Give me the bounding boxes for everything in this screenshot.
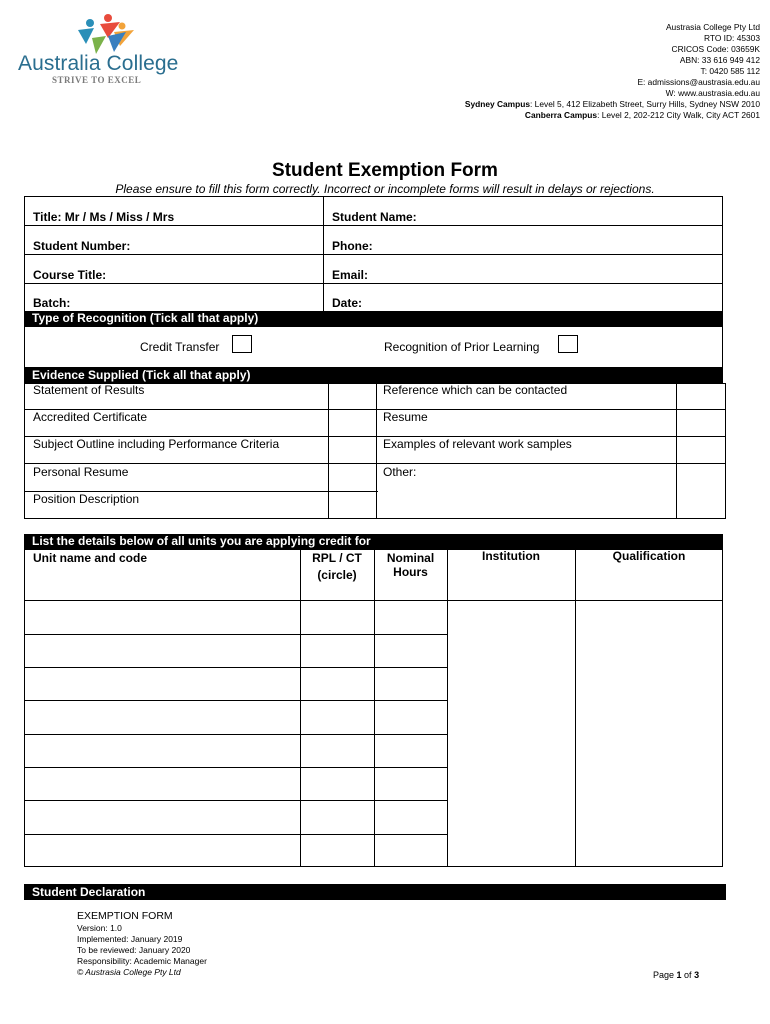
divider (24, 834, 448, 835)
col-qualification-header: Qualification (612, 549, 686, 563)
contact-block (465, 22, 760, 121)
page-subtitle: Please ensure to fill this form correctly. Incorrect or incomplete forms will result in delays or rejections. (115, 182, 655, 196)
evidence-item: Reference which can be contacted (383, 383, 568, 397)
evidence-item: Personal Resume (33, 465, 129, 479)
contact-line: T: 0420 585 112 (700, 66, 760, 76)
divider (676, 383, 677, 519)
page-title: Student Exemption Form (272, 160, 498, 181)
evidence-item: Accredited Certificate (33, 410, 148, 424)
divider (575, 549, 576, 867)
evidence-heading: Evidence Supplied (Tick all that apply) (24, 368, 723, 383)
divider (24, 600, 723, 601)
contact-line: W: www.austrasia.edu.au (665, 88, 760, 98)
divider (24, 800, 448, 801)
student-number-field[interactable]: Student Number: (33, 239, 131, 253)
col-unit-header: Unit name and code (33, 551, 148, 565)
title-field[interactable]: Title: Mr / Ms / Miss / Mrs (33, 210, 175, 224)
footer-form-name: EXEMPTION FORM (77, 910, 173, 922)
divider (24, 634, 448, 635)
contact-line: ABN: 33 616 949 412 (679, 55, 760, 65)
evidence-item: Subject Outline including Performance Criteria (33, 437, 280, 451)
phone-field[interactable]: Phone: (332, 239, 373, 253)
col-rpl-header: RPL / CT (312, 551, 362, 565)
contact-line: RTO ID: 45303 (703, 33, 760, 43)
divider (300, 549, 301, 867)
divider (447, 549, 448, 867)
divider (328, 383, 329, 519)
contact-line: CRICOS Code: 03659K (671, 44, 760, 54)
student-name-field[interactable]: Student Name: (332, 210, 417, 224)
footer-version: Version: 1.0 (77, 923, 122, 933)
divider (24, 254, 723, 255)
course-title-field[interactable]: Course Title: (33, 268, 107, 282)
footer-copyright: © Austrasia College Pty Ltd (77, 967, 181, 977)
evidence-item: Position Description (33, 492, 140, 506)
divider (24, 463, 726, 464)
page-number: Page 1 of 3 (653, 970, 700, 980)
sydney-campus: Sydney Campus: Level 5, 412 Elizabeth Street, Surry Hills, Sydney NSW 2010 (464, 99, 760, 109)
recognition-box (24, 326, 723, 368)
logo-name: Australia College (18, 52, 179, 75)
contact-line: Austrasia College Pty Ltd (665, 22, 760, 32)
document-footer (77, 910, 207, 978)
declaration-heading: Student Declaration (24, 884, 726, 900)
divider (374, 549, 375, 867)
credit-transfer-label: Credit Transfer (140, 340, 220, 354)
email-field[interactable]: Email: (332, 268, 369, 282)
date-field[interactable]: Date: (332, 296, 363, 310)
rpl-label: Recognition of Prior Learning (384, 340, 540, 354)
contact-line: E: admissions@austrasia.edu.au (637, 77, 760, 87)
evidence-item: Statement of Results (33, 383, 145, 397)
evidence-item: Examples of relevant work samples (383, 437, 572, 451)
recognition-heading: Type of Recognition (Tick all that apply) (24, 311, 723, 326)
divider (24, 283, 723, 284)
footer-review: To be reviewed: January 2020 (77, 945, 191, 955)
credit-transfer-checkbox[interactable] (232, 335, 252, 353)
batch-field[interactable]: Batch: (33, 296, 71, 310)
rpl-checkbox[interactable] (558, 335, 578, 353)
evidence-item: Other: (383, 465, 417, 479)
units-heading: List the details below of all units you are applying credit for (24, 534, 723, 549)
evidence-item: Resume (383, 410, 428, 424)
divider (24, 700, 448, 701)
footer-implemented: Implemented: January 2019 (77, 934, 183, 944)
logo-tagline: STRIVE TO EXCEL (52, 75, 142, 85)
col-rpl-sub: (circle) (317, 568, 357, 582)
divider (24, 667, 448, 668)
footer-responsibility: Responsibility: Academic Manager (77, 956, 207, 966)
divider (24, 734, 448, 735)
canberra-campus: Canberra Campus: Level 2, 202-212 City Walk, City ACT 2601 (524, 110, 760, 120)
col-nominal-header: Nominal (386, 551, 435, 565)
divider (24, 767, 448, 768)
col-nominal-sub: Hours (393, 565, 428, 579)
col-institution-header: Institution (482, 549, 540, 563)
divider (376, 383, 377, 519)
divider (24, 225, 723, 226)
